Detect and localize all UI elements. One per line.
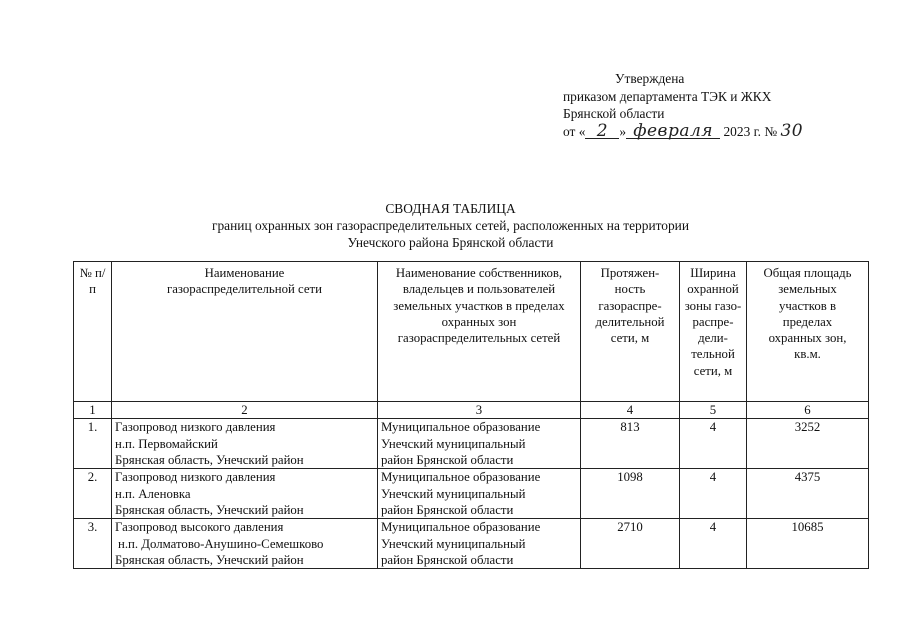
- header-length: Протяжен-ность газораспре-делительной сети, м: [581, 262, 680, 402]
- table-row: [74, 469, 869, 519]
- date-mid: »: [619, 123, 627, 139]
- column-numbers-row: [74, 402, 869, 419]
- column-number: 6: [747, 402, 869, 419]
- network-type: Газопровод низкого давления: [115, 420, 276, 435]
- network-locality: н.п. Долматово-Анушино-Семешково: [118, 536, 324, 551]
- area-cell: 3252: [747, 419, 869, 469]
- title-main: СВОДНАЯ ТАБЛИЦА: [385, 201, 516, 216]
- table-row: [74, 519, 869, 569]
- network-locality: н.п. Аленовка: [115, 486, 191, 501]
- column-number: 1: [74, 402, 112, 419]
- owner-line: Унечский муниципальный: [381, 436, 526, 451]
- column-number: 5: [680, 402, 747, 419]
- approval-region-line: Брянской области: [563, 106, 665, 121]
- header-owners: Наименование собственников, владельцев и пользователей земельных участков в пределах охранных зон газораспределительных сетей: [378, 262, 581, 402]
- approval-date-line: [563, 120, 863, 141]
- area-cell: 4375: [747, 469, 869, 519]
- date-year: 2023 г.: [723, 123, 761, 139]
- header-total-area: Общая площадь земельных участков в пределах охранных зон, кв.м.: [747, 262, 869, 402]
- network-type: Газопровод низкого давления: [115, 470, 276, 485]
- row-number: 3.: [74, 519, 112, 569]
- zone-width-cell: 4: [680, 519, 747, 569]
- table-row: [74, 419, 869, 469]
- owner-line: район Брянской области: [381, 552, 514, 567]
- header-number: № п/п: [74, 262, 112, 402]
- network-name-cell: [112, 419, 378, 469]
- zone-width-cell: 4: [680, 419, 747, 469]
- table-header-row: [74, 262, 869, 402]
- network-type: Газопровод высокого давления: [115, 520, 284, 535]
- network-locality: н.п. Первомайский: [115, 436, 218, 451]
- summary-table: [73, 261, 869, 569]
- owner-line: Муниципальное образование: [381, 420, 541, 435]
- order-number-handwritten: 30: [780, 120, 804, 141]
- header-zone-width: Ширина охранной зоны газо-распре-дели-тельной сети, м: [680, 262, 747, 402]
- date-month-handwritten: февраля: [626, 124, 720, 139]
- header-network-name: Наименование газораспределительной сети: [112, 262, 378, 402]
- owner-line: Унечский муниципальный: [381, 486, 526, 501]
- row-number: 2.: [74, 469, 112, 519]
- owner-cell: [378, 519, 581, 569]
- row-number: 1.: [74, 419, 112, 469]
- zone-width-cell: 4: [680, 469, 747, 519]
- owner-line: Муниципальное образование: [381, 470, 541, 485]
- date-prefix: от «: [563, 123, 586, 139]
- owner-line: Унечский муниципальный: [381, 536, 526, 551]
- column-number: 3: [378, 402, 581, 419]
- owner-cell: [378, 419, 581, 469]
- network-name-cell: [112, 469, 378, 519]
- column-number: 2: [112, 402, 378, 419]
- area-cell: 10685: [747, 519, 869, 569]
- length-cell: 813: [581, 419, 680, 469]
- column-number: 4: [581, 402, 680, 419]
- length-cell: 1098: [581, 469, 680, 519]
- length-cell: 2710: [581, 519, 680, 569]
- owner-line: район Брянской области: [381, 502, 514, 517]
- title-district: Унечского района Брянской области: [347, 235, 554, 250]
- approval-block: [563, 70, 863, 140]
- title-subtitle: границ охранных зон газораспределительных сетей, расположенных на территории: [211, 218, 690, 233]
- owner-cell: [378, 469, 581, 519]
- network-name-cell: [112, 519, 378, 569]
- approval-order-line: приказом департамента ТЭК и ЖКХ: [563, 88, 772, 104]
- owner-line: Муниципальное образование: [381, 520, 541, 535]
- date-day-handwritten: 2: [585, 124, 619, 139]
- owner-line: район Брянской области: [381, 452, 514, 467]
- network-region: Брянская область, Унечский район: [115, 502, 304, 517]
- network-region: Брянская область, Унечский район: [115, 452, 304, 467]
- approval-title: Утверждена: [615, 71, 685, 86]
- number-sign: №: [764, 123, 778, 139]
- document-title: [0, 200, 901, 251]
- network-region: Брянская область, Унечский район: [115, 552, 304, 567]
